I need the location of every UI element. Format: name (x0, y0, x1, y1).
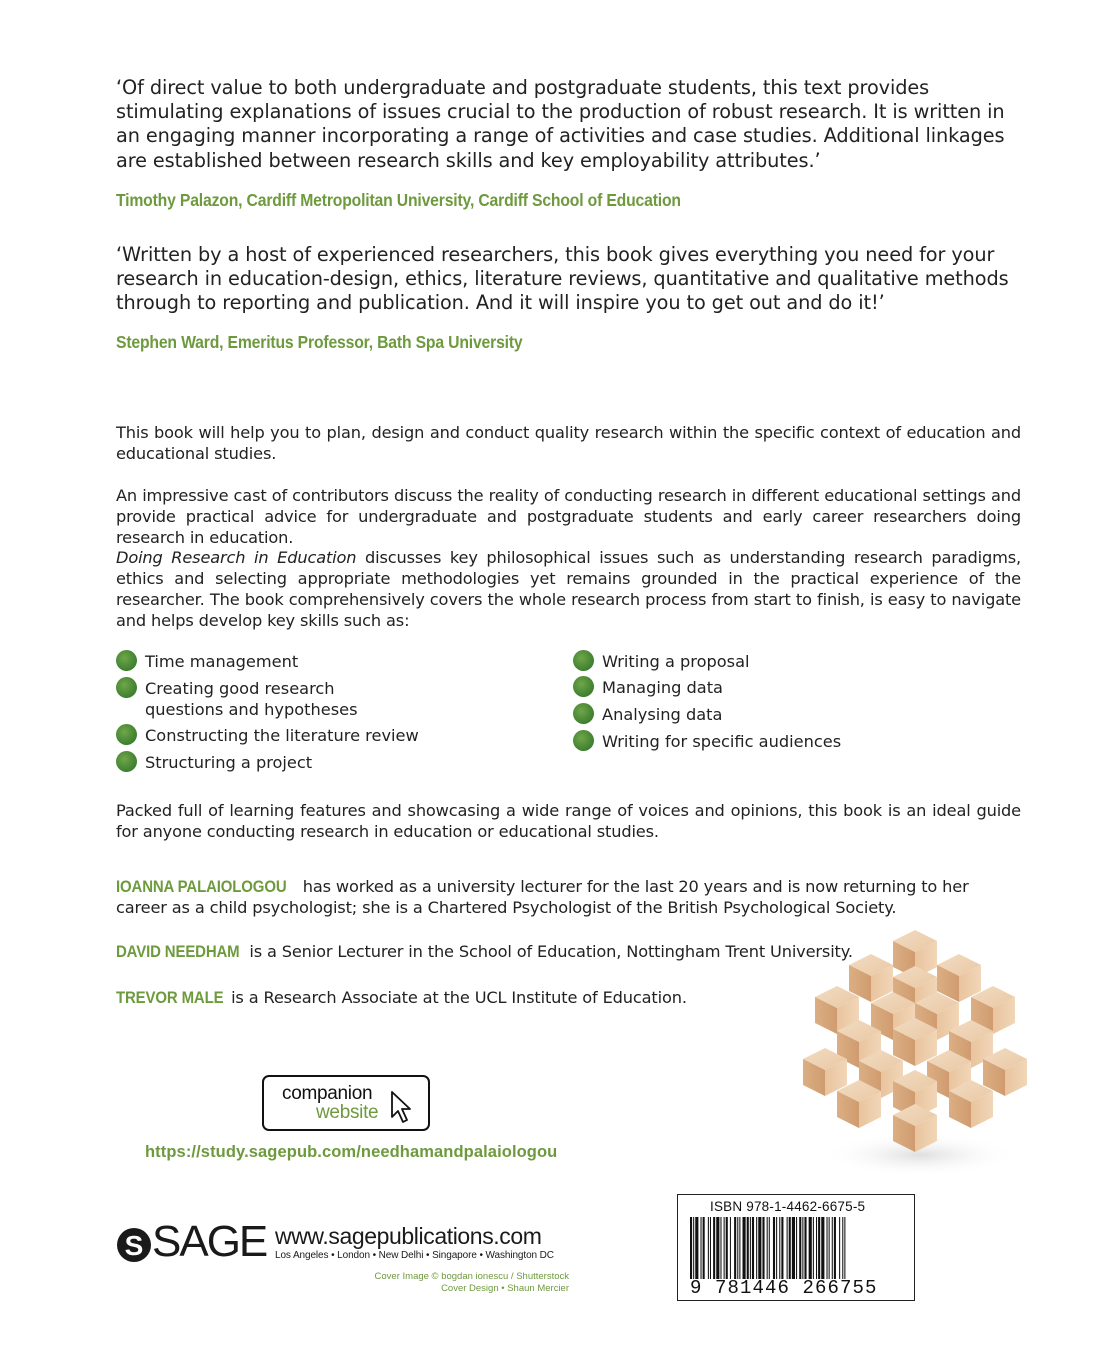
barcode-bar (726, 1217, 728, 1279)
companion-url-link[interactable]: https://study.sagepub.com/needhamandpalaiologou (145, 1143, 558, 1161)
review-quote-2: ‘Written by a host of experienced researchers, this book gives everything you need for your research in education-design, ethics, literature reviews, quantitative and qualitative methods through to reporting and publication. And it will inspire you to get out and do it!’ (116, 243, 1009, 315)
website-label: website (316, 1102, 379, 1123)
description-paragraph-3 (116, 547, 1021, 631)
isbn-digits: 9 781446 266755 (690, 1277, 878, 1299)
barcode-bar (693, 1217, 694, 1279)
sage-logo-text: SAGE (152, 1217, 267, 1266)
author-name: DAVID NEEDHAM (116, 942, 240, 961)
barcode-bar (802, 1217, 803, 1279)
barcode-bar (767, 1217, 768, 1279)
bullet-dot-icon (116, 724, 137, 745)
barcode-bar (737, 1217, 738, 1279)
barcode-bars (688, 1217, 904, 1279)
barcode-bar (739, 1217, 740, 1279)
barcode-bar (720, 1217, 721, 1279)
book-title: Doing Research in Education (116, 548, 357, 567)
barcode-bar (773, 1217, 775, 1279)
barcode-bar (842, 1217, 843, 1279)
barcode-bar (716, 1217, 719, 1279)
barcode-bar (787, 1217, 788, 1279)
barcode-bar (792, 1217, 795, 1279)
publisher-cities: Los Angeles • London • New Delhi • Singapore • Washington DC (275, 1250, 554, 1261)
author-name: TREVOR MALE (116, 988, 224, 1007)
author-name: IOANNA PALAIOLOGOU (116, 877, 287, 896)
bullet-dot-icon (573, 650, 594, 671)
sage-s-logo-icon (116, 1224, 152, 1266)
wooden-puzzle-image (795, 920, 1035, 1180)
description-paragraph-3-text: discusses key philosophical issues such as understanding research paradigms, ethics and selecting appropriate methodologies yet remains grounded in the practical experience of the researcher. The book comprehensively covers the whole research process from start to finish, is easy to navigate and helps develop key skills such as: (116, 548, 1022, 630)
review-quote-1: ‘Of direct value to both undergraduate and postgraduate students, this text provides stimulating explanations of issues crucial to the production of robust research. It is written in an engaging manner incorporating a range of activities and case studies. Additional linkages are established between research skills and key employability attributes.’ (116, 76, 1005, 172)
barcode-bar (758, 1217, 761, 1279)
companion-label: companion (282, 1083, 373, 1104)
barcode-bar (750, 1217, 751, 1279)
author-bio-2: DAVID NEEDHAM is a Senior Lecturer in the School of Education, Nottingham Trent University. (116, 942, 853, 961)
description-paragraph-4: Packed full of learning features and showcasing a wide range of voices and opinions, this book is an ideal guide for anyone conducting research in education or educational studies. (116, 801, 1021, 841)
description-paragraph-1: This book will help you to plan, design and conduct quality research within the specific context of education and educational studies. (116, 423, 1021, 463)
barcode-bar (752, 1217, 754, 1279)
barcode-bar (747, 1217, 749, 1279)
skill-item: Writing for specific audiences (573, 731, 872, 752)
barcode-bar (690, 1217, 692, 1279)
skill-item: Writing a proposal (573, 651, 872, 672)
svg-text:S: S (124, 1230, 144, 1261)
bullet-dot-icon (116, 751, 137, 772)
skill-item: Structuring a project (116, 752, 415, 773)
author-bio-1: IOANNA PALAIOLOGOU has worked as a university lecturer for the last 20 years and is now returning to her career as a child psychologist; she is a Chartered Psychologist of the British Psychological Society. (116, 877, 969, 917)
bullet-dot-icon (573, 730, 594, 751)
cover-design-credit: Cover Design • Shaun Mercier (441, 1283, 569, 1294)
barcode-bar (839, 1217, 840, 1279)
barcode-bar (708, 1217, 709, 1279)
barcode-bar (713, 1217, 715, 1279)
barcode-bar (821, 1217, 824, 1279)
barcode-bar (827, 1217, 828, 1279)
barcode-bar (695, 1217, 698, 1279)
barcode-bar (701, 1217, 702, 1279)
barcode-bar (703, 1217, 705, 1279)
barcode-bar (779, 1217, 780, 1279)
barcode-bar (796, 1217, 797, 1279)
cursor-arrow-icon (390, 1091, 412, 1125)
companion-website-badge[interactable] (262, 1075, 430, 1131)
barcode-bar (734, 1217, 736, 1279)
barcode-bar (829, 1217, 830, 1279)
review-attribution-1: Timothy Palazon, Cardiff Metropolitan University, Cardiff School of Education (116, 190, 681, 210)
barcode-bar (816, 1217, 817, 1279)
barcode-bar (844, 1217, 845, 1279)
cover-image-credit: Cover Image © bogdan ionescu / Shutterstock (374, 1271, 569, 1282)
bullet-dot-icon (573, 676, 594, 697)
barcode-bar (710, 1217, 711, 1279)
barcode-bar (789, 1217, 791, 1279)
barcode-bar (762, 1217, 764, 1279)
skill-item: Analysing data (573, 704, 872, 725)
review-attribution-2: Stephen Ward, Emeritus Professor, Bath Spa University (116, 332, 523, 352)
publisher-website[interactable]: www.sagepublications.com (275, 1223, 542, 1249)
skill-item: Time management (116, 651, 415, 672)
barcode-bar (769, 1217, 770, 1279)
barcode-bar (804, 1217, 806, 1279)
barcode-bar (799, 1217, 801, 1279)
barcode-bar (832, 1217, 833, 1279)
bullet-dot-icon (116, 677, 137, 698)
skill-item: Constructing the literature review (116, 725, 445, 746)
bullet-dot-icon (116, 650, 137, 671)
barcode-bar (724, 1217, 725, 1279)
skill-item: Creating good research questions and hypotheses (116, 678, 415, 720)
barcode-bar (813, 1217, 814, 1279)
barcode-bar (809, 1217, 812, 1279)
barcode-bar (834, 1217, 836, 1279)
barcode-bar (756, 1217, 757, 1279)
barcode-bar (776, 1217, 777, 1279)
barcode-bar (730, 1217, 731, 1279)
skill-item: Managing data (573, 677, 872, 698)
author-bio-3: TREVOR MALE is a Research Associate at the UCL Institute of Education. (116, 988, 687, 1007)
bullet-dot-icon (573, 703, 594, 724)
barcode-bar (781, 1217, 783, 1279)
isbn-label: ISBN 978-1-4462-6675-5 (710, 1199, 866, 1214)
barcode-bar (818, 1217, 820, 1279)
barcode-bar (743, 1217, 746, 1279)
description-paragraph-2: An impressive cast of contributors discuss the reality of conducting research in different educational settings and provide practical advice for undergraduate and postgraduate students and early career researchers doing research in education. (116, 486, 1021, 547)
isbn-barcode (677, 1194, 915, 1301)
